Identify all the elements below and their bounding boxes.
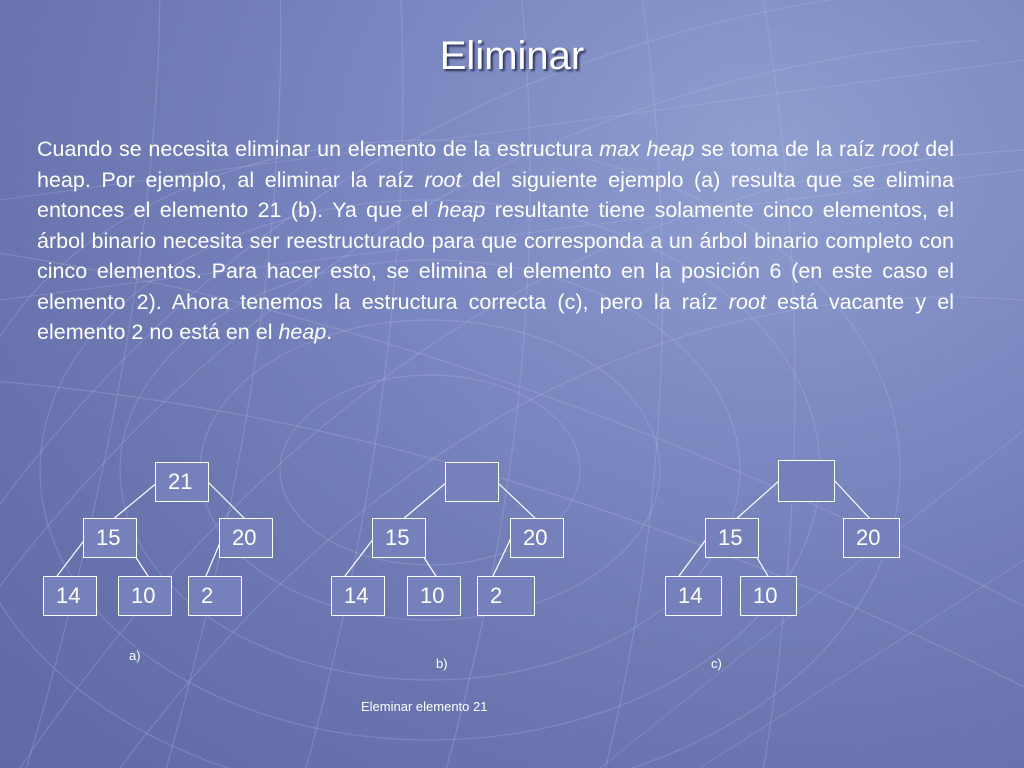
paragraph-run: del heap. Por ejemplo, al eliminar la raíz	[37, 137, 954, 192]
tree-b-root-node	[445, 462, 499, 502]
tree-c-caption: c)	[711, 656, 722, 671]
edge-line	[493, 538, 511, 576]
edge-line	[208, 482, 246, 520]
tree-a-left-left-node: 14	[43, 576, 97, 616]
paragraph-run: resultante tiene solamente cinco elementos, el árbol binario necesita ser reestructurado para que corresponda a un árbol binario completo con cinco elementos. Para hacer esto, se elimina el elemento en la posición 6 (en este caso el elemento 2). Ahora tenemos la estructura correcta (c), pero la raíz	[37, 198, 954, 314]
italic-term: root	[424, 167, 462, 192]
edge-line	[345, 538, 374, 576]
tree-b-caption: b)	[436, 656, 448, 671]
italic-term: heap	[437, 198, 486, 222]
tree-b-left-left-node: 14	[331, 576, 385, 616]
tree-c-right-node: 20	[843, 518, 900, 558]
tree-a-right-node: 20	[219, 518, 273, 558]
tree-b-left-right-node: 10	[407, 576, 461, 616]
edge-line	[834, 480, 871, 520]
paragraph-run: del siguiente ejemplo (a) resulta que se elimina entonces el elemento 21 (b). Ya que el	[37, 167, 954, 222]
tree-c-left-right-node: 10	[740, 576, 797, 616]
paragraph-run: está vacante y el elemento 2 no está en el	[37, 289, 954, 344]
edge-line	[679, 538, 707, 576]
tree-a-caption: a)	[129, 648, 141, 663]
footer-caption: Eleminar elemento 21	[361, 699, 488, 714]
paragraph-run: .	[326, 320, 333, 344]
tree-c-left-left-node: 14	[665, 576, 722, 616]
edge-line	[423, 556, 436, 576]
edge-line	[497, 482, 537, 520]
italic-term: max heap	[599, 137, 695, 161]
tree-c-left-node: 15	[705, 518, 759, 558]
tree-b-right-node: 20	[510, 518, 564, 558]
tree-a-root-node: 21	[155, 462, 209, 502]
italic-term: heap	[278, 320, 327, 344]
edge-line	[135, 556, 148, 576]
paragraph-run: Cuando se necesita eliminar un elemento de la estructura	[37, 137, 600, 161]
edge-line	[57, 538, 86, 576]
edge-line	[112, 482, 158, 520]
edge-line	[402, 482, 447, 520]
slide-title: Eliminar	[439, 34, 585, 78]
tree-a-left-right-node: 10	[118, 576, 172, 616]
italic-term: root	[728, 289, 766, 314]
tree-b-left-node: 15	[372, 518, 426, 558]
tree-b-right-left-node: 2	[477, 576, 535, 616]
italic-term: root	[881, 137, 919, 161]
paragraph-run: se toma de la raíz	[694, 137, 882, 161]
tree-a-right-left-node: 2	[188, 576, 242, 616]
tree-c-root-node	[778, 460, 835, 502]
edge-line	[735, 480, 780, 520]
edge-line	[756, 556, 768, 576]
tree-a-left-node: 15	[83, 518, 137, 558]
